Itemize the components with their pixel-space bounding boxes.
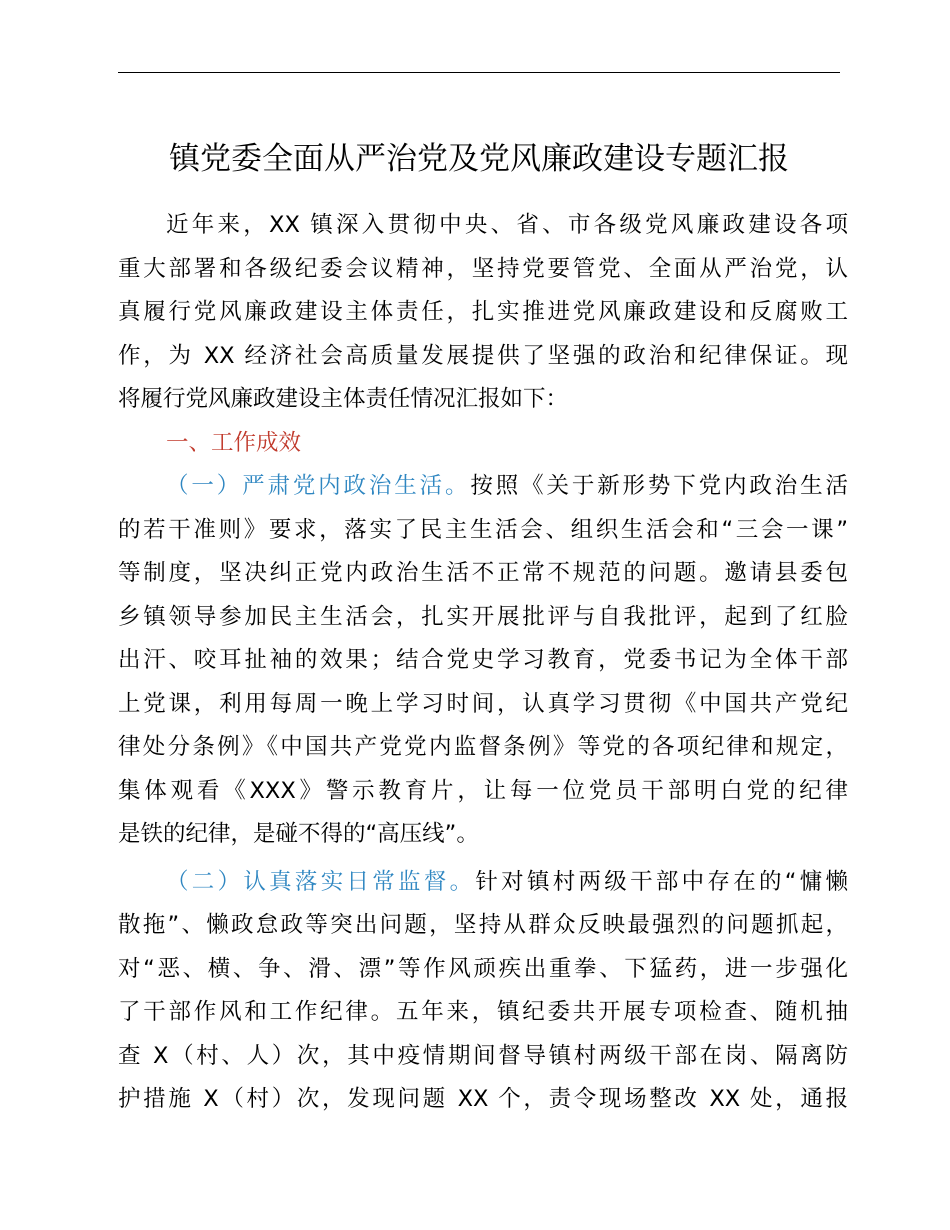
subsection-2-first-line <box>118 861 848 905</box>
section-heading-paragraph <box>118 422 848 466</box>
subsection-1-paragraph <box>118 465 848 857</box>
intro-line: 重大部署和各级纪委会议精神，坚持党要管党、全面从严治党，认 <box>118 255 848 282</box>
subsection-2-line: 了干部作风和工作纪律。五年来，镇纪委共开展专项检查、随机抽 <box>118 999 848 1025</box>
subsection-1-first-line <box>118 465 848 509</box>
subsection-1-line: 等制度，坚决纠正党内政治生活不正常不规范的问题。邀请县委包 <box>118 560 848 586</box>
subsection-1-line: 上党课，利用每周一晚上学习时间，认真学习贯彻《中国共产党纪 <box>118 690 848 717</box>
subsection-2-line: 散拖”、懒政怠政等突出问题，坚持从群众反映最强烈的问题抓起， <box>118 912 848 938</box>
intro-line: 真履行党风廉政建设主体责任，扎实推进党风廉政建设和反腐败工 <box>118 299 848 325</box>
subsection-2-line: 对“恶、横、争、滑、漂”等作风顽疾出重拳、下猛药，进一步强化 <box>118 955 848 982</box>
subsection-2-first-line-text: 针对镇村两级干部中存在的“慵懒 <box>475 868 848 895</box>
section-heading: 一、工作成效 <box>166 429 302 456</box>
subsection-2-line: 护措施 X（村）次，发现问题 XX 个，责令现场整改 XX 处，通报 <box>118 1086 848 1112</box>
intro-line: 将履行党风廉政建设主体责任情况汇报如下： <box>118 386 569 412</box>
header-rule <box>118 72 840 73</box>
subsection-2-heading: （二）认真落实日常监督。 <box>166 868 476 895</box>
subsection-2-line: 查 X（村、人）次，其中疫情期间督导镇村两级干部在岗、隔离防 <box>118 1042 848 1069</box>
document-body <box>118 204 848 1122</box>
intro-paragraph <box>118 204 848 422</box>
intro-line: 近年来，XX 镇深入贯彻中央、省、市各级党风廉政建设各项 <box>166 212 848 238</box>
subsection-1-line: 乡镇领导参加民主生活会，扎实开展批评与自我批评，起到了红脸 <box>118 603 848 630</box>
subsection-1-line: 的若干准则》要求，落实了民主生活会、组织生活会和“三会一课” <box>118 516 848 543</box>
subsection-1-line: 是铁的纪律，是碰不得的“高压线”。 <box>118 821 479 847</box>
subsection-1-line: 集体观看《XXX》警示教育片，让每一位党员干部明白党的纪律 <box>118 777 848 804</box>
intro-line: 作，为 XX 经济社会高质量发展提供了坚强的政治和纪律保证。现 <box>118 342 848 369</box>
subsection-1-first-line-text: 按照《关于新形势下党内政治生活 <box>470 473 848 499</box>
subsection-1-line: 律处分条例》《中国共产党党内监督条例》等党的各项纪律和规定， <box>118 734 848 760</box>
subsection-1-heading: （一）严肃党内政治生活。 <box>166 473 471 499</box>
subsection-2-paragraph <box>118 861 848 1122</box>
document-title: 镇党委全面从严治党及党风廉政建设专题汇报 <box>169 141 789 177</box>
subsection-1-line: 出汗、咬耳扯袖的效果；结合党史学习教育，党委书记为全体干部 <box>118 647 848 673</box>
